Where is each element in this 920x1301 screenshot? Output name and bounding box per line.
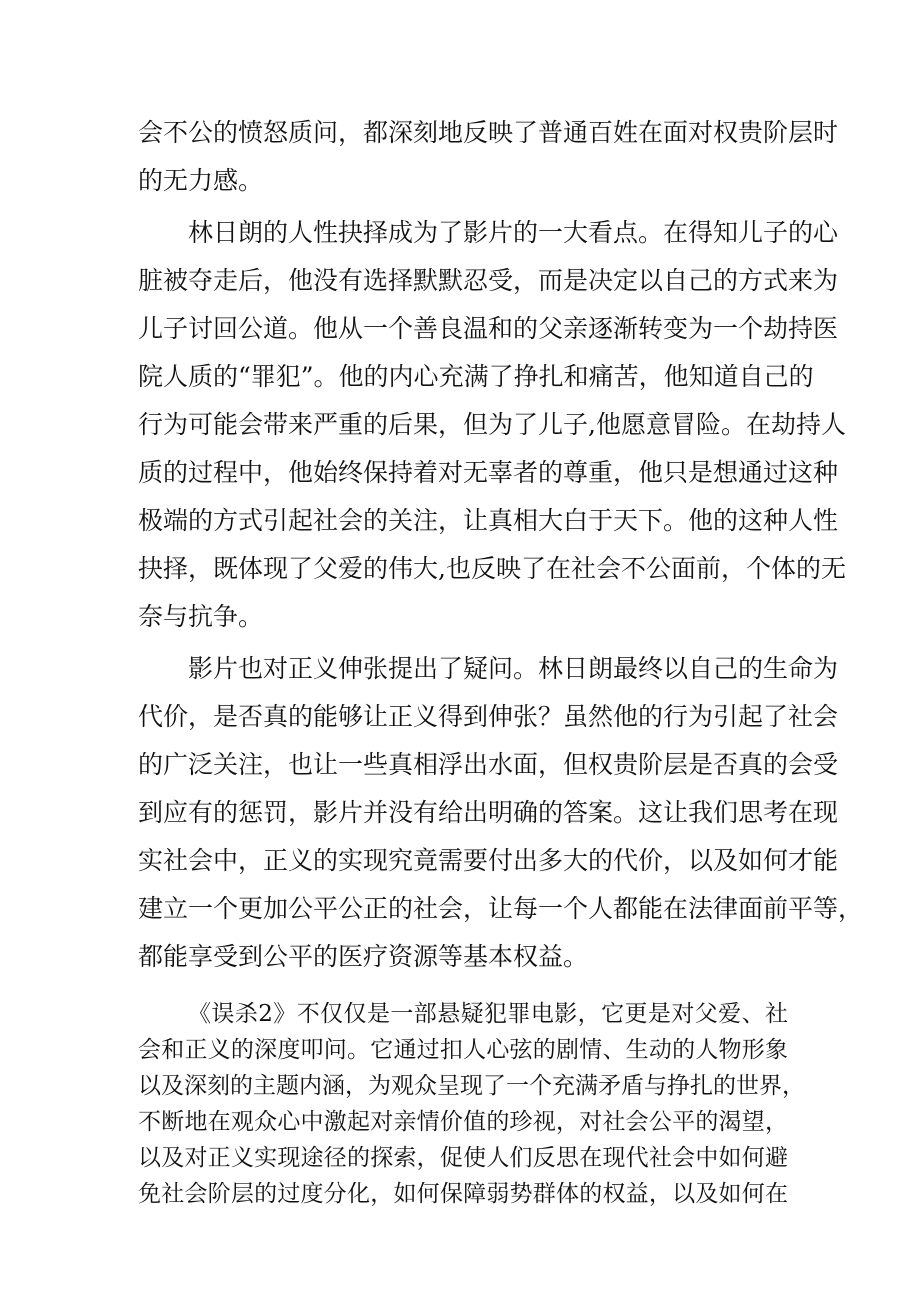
text-line: 影片也对正义伸张提出了疑问。林日朗最终以自己的生命为 xyxy=(188,654,839,683)
text-line: 行为可能会带来严重的后果，但为了儿子,他愿意冒险。在劫持人 xyxy=(138,410,846,439)
text-line: 《误杀2》不仅仅是一部悬疑犯罪电影，它更是对父爱、社 xyxy=(188,1001,788,1027)
text-line: 会不公的愤怒质问，都深刻地反映了普通百姓在面对权贵阶层时 xyxy=(138,118,839,147)
text-line: 实社会中，正义的实现究竟需要付出多大的代价，以及如何才能 xyxy=(138,846,839,875)
text-line: 院人质的“罪犯”。他的内心充满了挣扎和痛苦，他知道自己的 xyxy=(138,362,814,391)
text-line: 奈与抗争。 xyxy=(138,602,264,631)
text-line: 都能享受到公平的医疗资源等基本权益。 xyxy=(138,942,589,971)
text-line: 代价，是否真的能够让正义得到伸张？虽然他的行为引起了社会 xyxy=(138,702,839,731)
text-line: 抉择，既体现了父爱的伟大,也反映了在社会不公面前，个体的无 xyxy=(138,554,846,583)
text-line: 的无力感。 xyxy=(138,166,264,195)
text-line: 以及深刻的主题内涵，为观众呈现了一个充满矛盾与挣扎的世界， xyxy=(138,1073,805,1099)
text-line: 质的过程中，他始终保持着对无辜者的尊重，他只是想通过这种 xyxy=(138,458,839,487)
text-line: 到应有的惩罚，影片并没有给出明确的答案。这让我们思考在现 xyxy=(138,798,839,827)
text-line: 林日朗的人性抉择成为了影片的一大看点。在得知儿子的心 xyxy=(188,218,839,247)
text-line: 免社会阶层的过度分化，如何保障弱势群体的权益，以及如何在 xyxy=(138,1181,788,1207)
text-line: 脏被夺走后，他没有选择默默忍受，而是决定以自己的方式来为 xyxy=(138,266,839,295)
text-line: 以及对正义实现途径的探索，促使人们反思在现代社会中如何避 xyxy=(138,1145,788,1171)
text-line: 建立一个更加公平公正的社会，让每一个人都能在法律面前平等， xyxy=(138,894,864,923)
text-line: 极端的方式引起社会的关注，让真相大白于天下。他的这种人性 xyxy=(138,506,839,535)
text-line: 的广泛关注，也让一些真相浮出水面，但权贵阶层是否真的会受 xyxy=(138,750,839,779)
text-line: 会和正义的深度叩问。它通过扣人心弦的剧情、生动的人物形象 xyxy=(138,1037,788,1063)
text-line: 不断地在观众心中激起对亲情价值的珍视，对社会公平的渴望， xyxy=(138,1109,788,1135)
text-line: 儿子讨回公道。他从一个善良温和的父亲逐渐转变为一个劫持医 xyxy=(138,314,839,343)
